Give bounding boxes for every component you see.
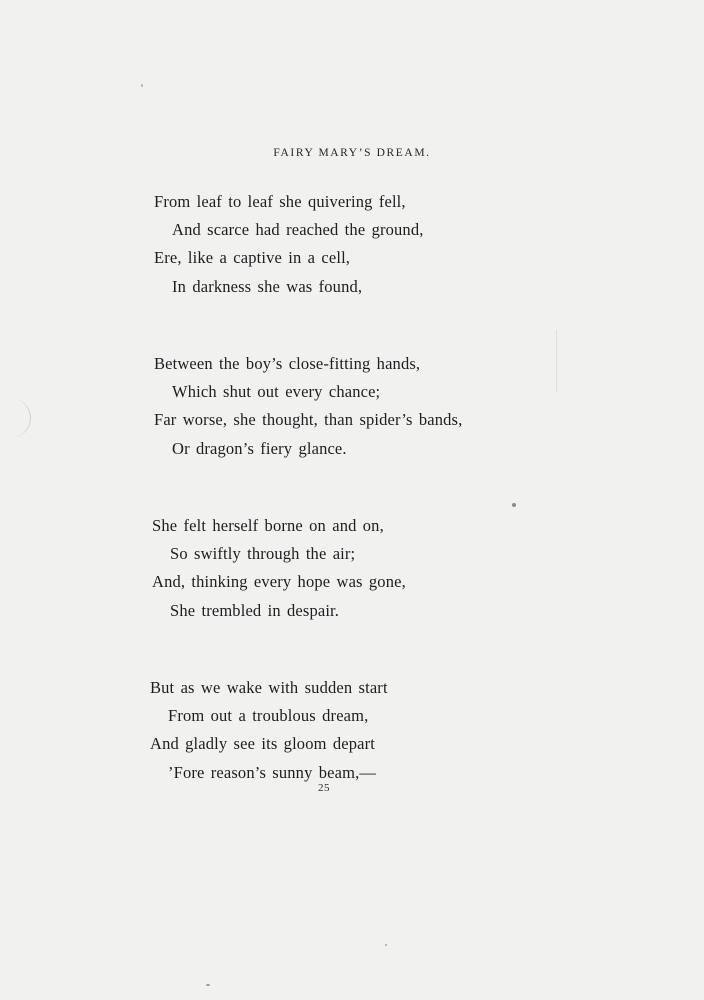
verse-line: Far worse, she thought, than spider’s bands, bbox=[154, 410, 463, 430]
ink-speck bbox=[141, 84, 143, 87]
verse-line: Between the boy’s close-fitting hands, bbox=[154, 354, 421, 373]
stanza bbox=[152, 512, 406, 625]
stanza bbox=[154, 350, 462, 463]
stanza bbox=[154, 188, 424, 301]
page-edge-mark bbox=[0, 398, 31, 438]
verse-line: She trembled in despair. bbox=[170, 600, 340, 620]
verse-line: From leaf to leaf she quivering fell, bbox=[154, 192, 406, 211]
verse-line: Which shut out every chance; bbox=[172, 382, 381, 402]
verse-line: In darkness she was found, bbox=[172, 276, 363, 296]
page-crease bbox=[556, 330, 557, 392]
ink-speck bbox=[206, 984, 210, 986]
ink-speck bbox=[385, 944, 387, 946]
verse-line: ’Fore reason’s sunny beam,— bbox=[168, 762, 377, 782]
page-number: 25 bbox=[318, 782, 330, 794]
verse-line: And scarce had reached the ground, bbox=[172, 220, 424, 240]
ink-speck bbox=[512, 503, 516, 507]
verse-line: From out a troublous dream, bbox=[168, 706, 369, 726]
verse-line: And, thinking every hope was gone, bbox=[152, 572, 406, 592]
verse-line: And gladly see its gloom depart bbox=[150, 734, 375, 754]
stanza bbox=[150, 674, 388, 787]
verse-line: Ere, like a captive in a cell, bbox=[154, 248, 351, 268]
verse-line: She felt herself borne on and on, bbox=[152, 516, 384, 535]
verse-line: Or dragon’s fiery glance. bbox=[172, 438, 347, 458]
running-title: FAIRY MARY’S DREAM. bbox=[273, 147, 431, 159]
verse-line: So swiftly through the air; bbox=[170, 544, 356, 564]
verse-line: But as we wake with sudden start bbox=[150, 678, 388, 697]
